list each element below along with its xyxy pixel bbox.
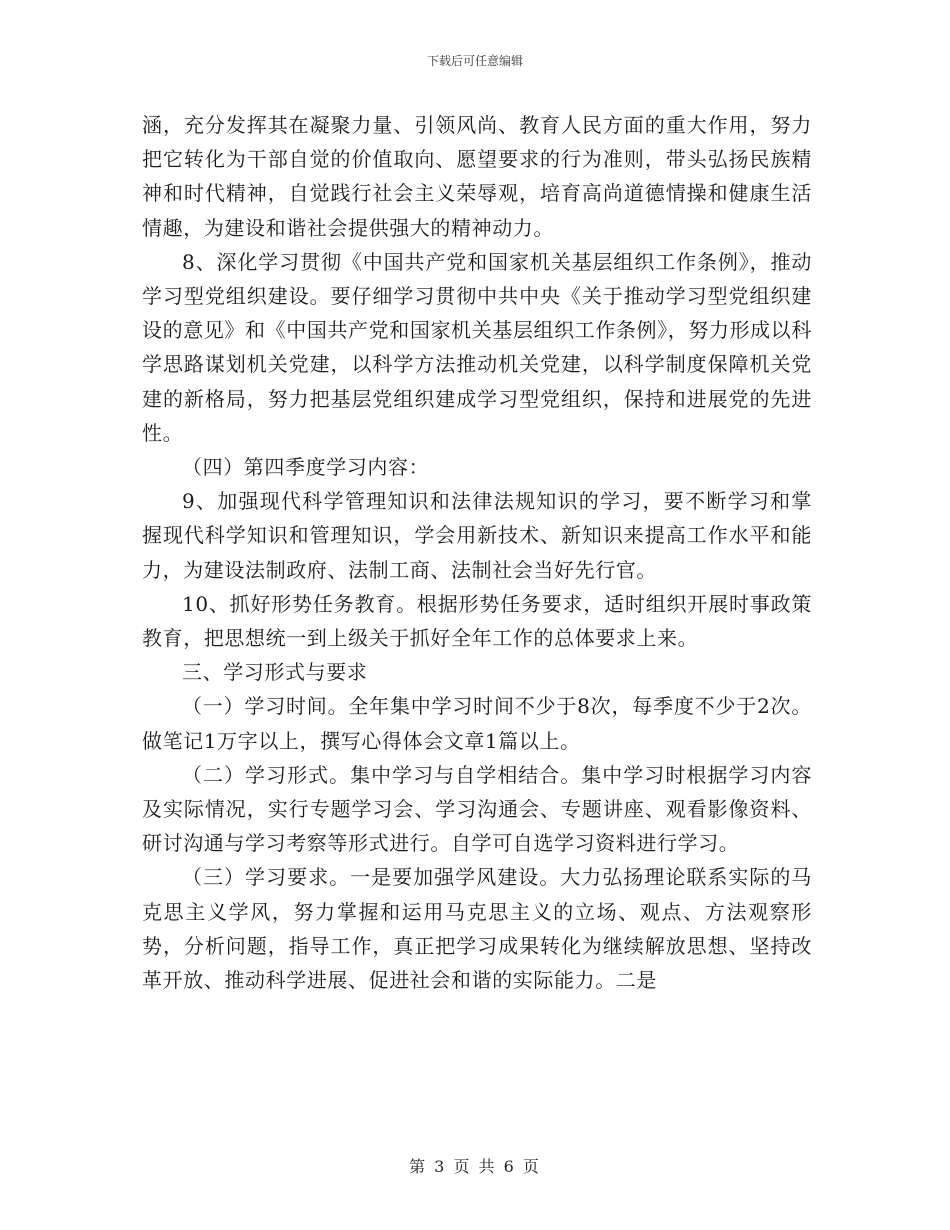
paragraph: 10、抓好形势任务教育。根据形势任务要求，适时组织开展时事政策教育，把思想统一到上级关于抓好全年工作的总体要求上来。	[142, 591, 812, 651]
paragraph: 涵，充分发挥其在凝聚力量、引领风尚、教育人民方面的重大作用，努力把它转化为干部自觉的价值取向、愿望要求的行为准则，带头弘扬民族精神和时代精神，自觉践行社会主义荣辱观，培育高尚道德情操和健康生活情趣，为建设和谐社会提供强大的精神动力。	[142, 113, 812, 240]
page-header: 下载后可任意编辑	[426, 54, 523, 68]
paragraph: 9、加强现代科学管理知识和法律法规知识的学习，要不断学习和掌握现代科学知识和管理知识，学会用新技术、新知识来提高工作水平和能力，为建设法制政府、法制工商、法制社会当好先行官。	[142, 489, 812, 582]
paragraph: （二）学习形式。集中学习与自学相结合。集中学习时根据学习内容及实际情况，实行专题学习会、学习沟通会、专题讲座、观看影像资料、研讨沟通与学习考察等形式进行。自学可自选学习资料进行学习。	[142, 762, 812, 856]
paragraph: （一）学习时间。全年集中学习时间不少于8次，每季度不少于2次。做笔记1万字以上，撰写心得体会文章1篇以上。	[142, 694, 812, 753]
paragraph: （三）学习要求。一是要加强学风建设。大力弘扬理论联系实际的马克思主义学风，努力掌握和运用马克思主义的立场、观点、方法观察形势，分析问题，指导工作，真正把学习成果转化为继续解放思想、坚持改革开放、推动科学进展、促进社会和谐的实际能力。二是	[142, 865, 812, 993]
section-heading: 三、学习形式与要求	[182, 660, 368, 685]
document-body	[142, 108, 812, 997]
page-number-footer: 第 3 页 共 6 页	[409, 1157, 541, 1176]
section-heading: （四）第四季度学习内容：	[182, 455, 430, 480]
paragraph: 8、深化学习贯彻《中国共产党和国家机关基层组织工作条例》，推动学习型党组织建设。要仔细学习贯彻中共中央《关于推动学习型党组织建设的意见》和《中国共产党和国家机关基层组织工作条例》，努力形成以科学思路谋划机关党建，以科学方法推动机关党建，以科学制度保障机关党建的新格局，努力把基层党组织建成学习型党组织，保持和进展党的先进性。	[142, 249, 812, 445]
